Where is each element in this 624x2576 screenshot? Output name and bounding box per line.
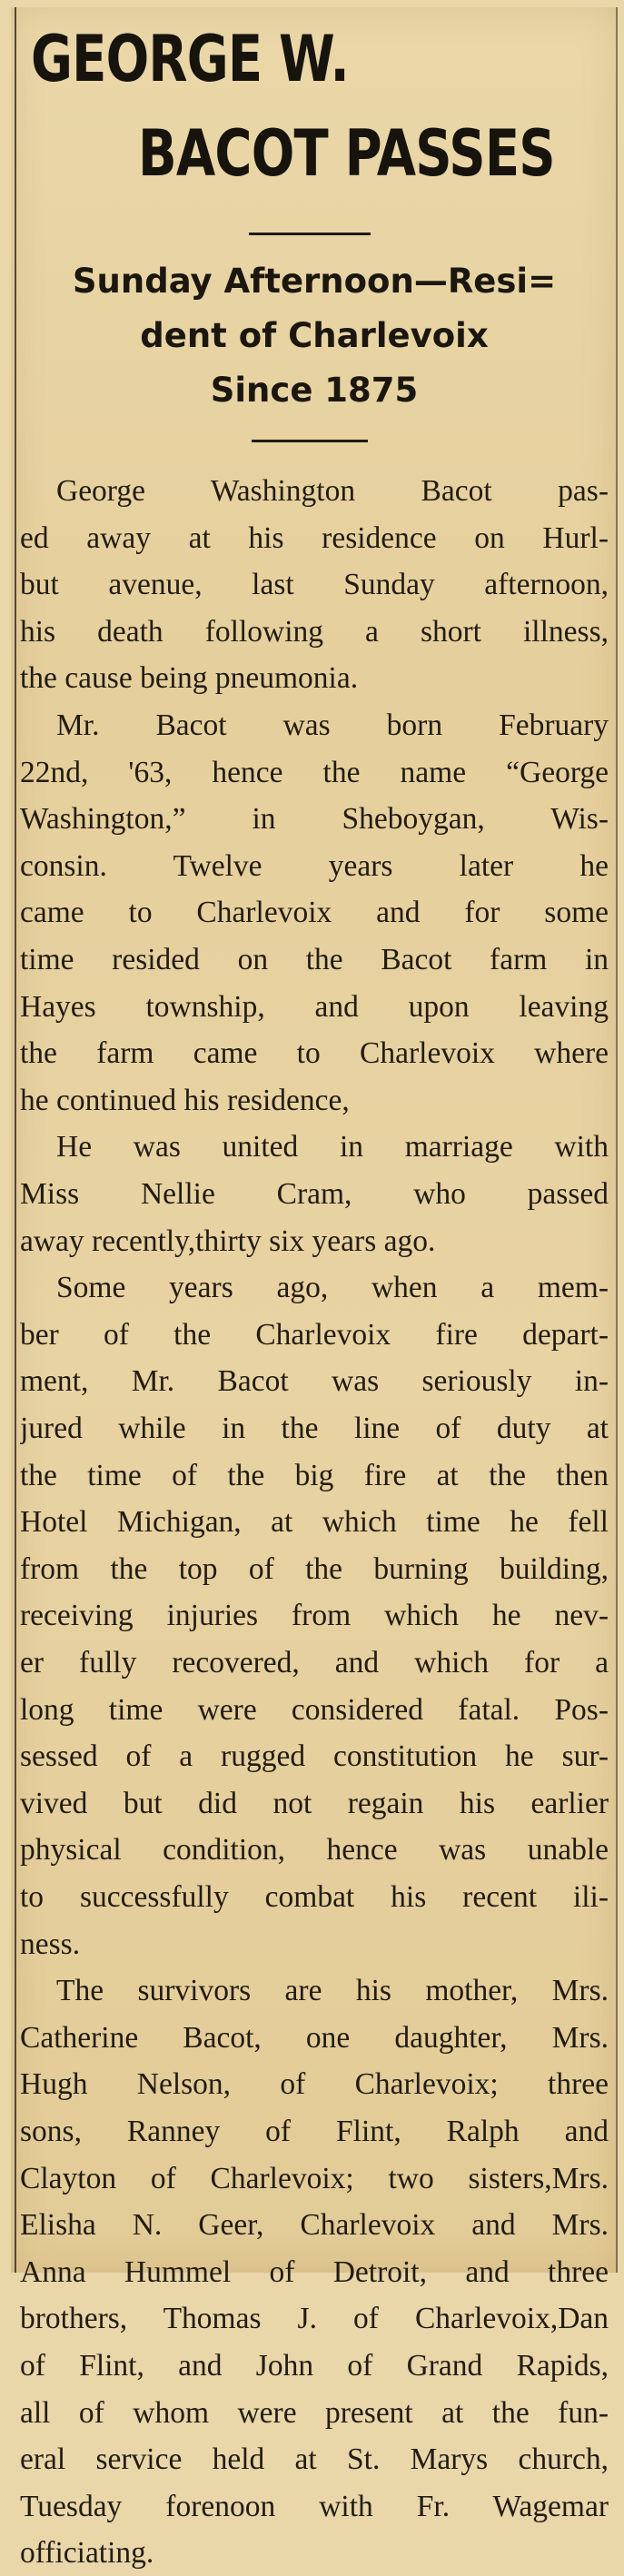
subhead-divider (252, 440, 368, 442)
article-line: ber of the Charlevoix fire depart- (20, 1317, 609, 1352)
article-line: Clayton of Charlevoix; two sisters,Mrs. (20, 2161, 609, 2195)
article-line: he continued his residence, (20, 1083, 350, 1117)
article-line: sons, Ranney of Flint, Ralph and (20, 2115, 609, 2148)
article-line: physical condition, hence was unable (20, 1833, 609, 1868)
article-line: Anna Hummel of Detroit, and three (20, 2254, 609, 2289)
article-line: jured while in the line of duty at (20, 1412, 609, 1445)
article-line: to successfully combat his recent ili- (20, 1880, 609, 1914)
article-line: er fully recovered, and which for a (20, 1646, 609, 1679)
article-line: his death following a short illness, (20, 614, 609, 649)
article-line: ness. (20, 1927, 81, 1961)
column-rule-left (15, 7, 16, 2273)
headline-divider (249, 233, 371, 235)
article-line: of Flint, and John of Grand Rapids, (20, 2349, 609, 2383)
article-line: from the top of the burning building, (20, 1551, 609, 1586)
article-line: George Washington Bacot pas- (56, 474, 609, 508)
article-line: but avenue, last Sunday afternoon, (20, 568, 609, 602)
column-rule-right (616, 7, 618, 2273)
article-line: all of whom were present at the fun- (20, 2395, 609, 2430)
article-line: sessed of a rugged constitution he sur- (20, 1739, 609, 1774)
article-line: Hayes township, and upon leaving (20, 989, 609, 1024)
newspaper-clipping (11, 7, 618, 2571)
subhead-line-1: Sunday Afternoon—Resi= (72, 262, 557, 301)
article-line: Hotel Michigan, at which time he fell (20, 1505, 609, 1540)
article-line: long time were considered fatal. Pos- (20, 1692, 609, 1727)
article-line: Miss Nellie Cram, who passed (20, 1177, 609, 1211)
article-line: receiving injuries from which he nev- (20, 1599, 609, 1633)
article-line: vived but did not regain his earlier (20, 1786, 609, 1820)
article-line: Mr. Bacot was born February (56, 708, 609, 742)
article-line: consin. Twelve years later he (20, 848, 609, 883)
article-line: brothers, Thomas J. of Charlevoix,Dan (20, 2302, 609, 2336)
article-line: away recently,thirty six years ago. (20, 1224, 436, 1258)
article-line: Washington,” in Sheboygan, Wis- (20, 802, 609, 837)
subhead-line-3: Since 1875 (210, 371, 419, 410)
article-line: the cause being pneumonia. (20, 661, 359, 696)
article-line: The survivors are his mother, Mrs. (56, 1974, 609, 2008)
headline-line-2: BACOT PASSES (138, 116, 555, 191)
article-line: Elisha N. Geer, Charlevoix and Mrs. (20, 2208, 609, 2243)
article-line: officiating. (20, 2536, 154, 2571)
article-line: 22nd, '63, hence the name “George (20, 755, 609, 789)
article-line: the farm came to Charlevoix where (20, 1036, 609, 1071)
article-line: Hugh Nelson, of Charlevoix; three (20, 2067, 609, 2102)
article-line: eral service held at St. Marys church, (20, 2442, 609, 2477)
article-line: ment, Mr. Bacot was seriously in- (20, 1364, 609, 1399)
article-line: came to Charlevoix and for some (20, 896, 609, 930)
article-line: Tuesday forenoon with Fr. Wagemar (20, 2489, 609, 2523)
article-line: Catherine Bacot, one daughter, Mrs. (20, 2020, 609, 2055)
subhead-line-2: dent of Charlevoix (140, 316, 489, 355)
article-line: He was united in marriage with (56, 1130, 609, 1164)
article-line: ed away at his residence on Hurl- (20, 520, 609, 555)
article-line: the time of the big fire at the then (20, 1458, 609, 1492)
article-line: time resided on the Bacot farm in (20, 943, 609, 976)
headline-line-1: GEORGE W. (31, 22, 349, 96)
article-line: Some years ago, when a mem- (56, 1271, 609, 1305)
